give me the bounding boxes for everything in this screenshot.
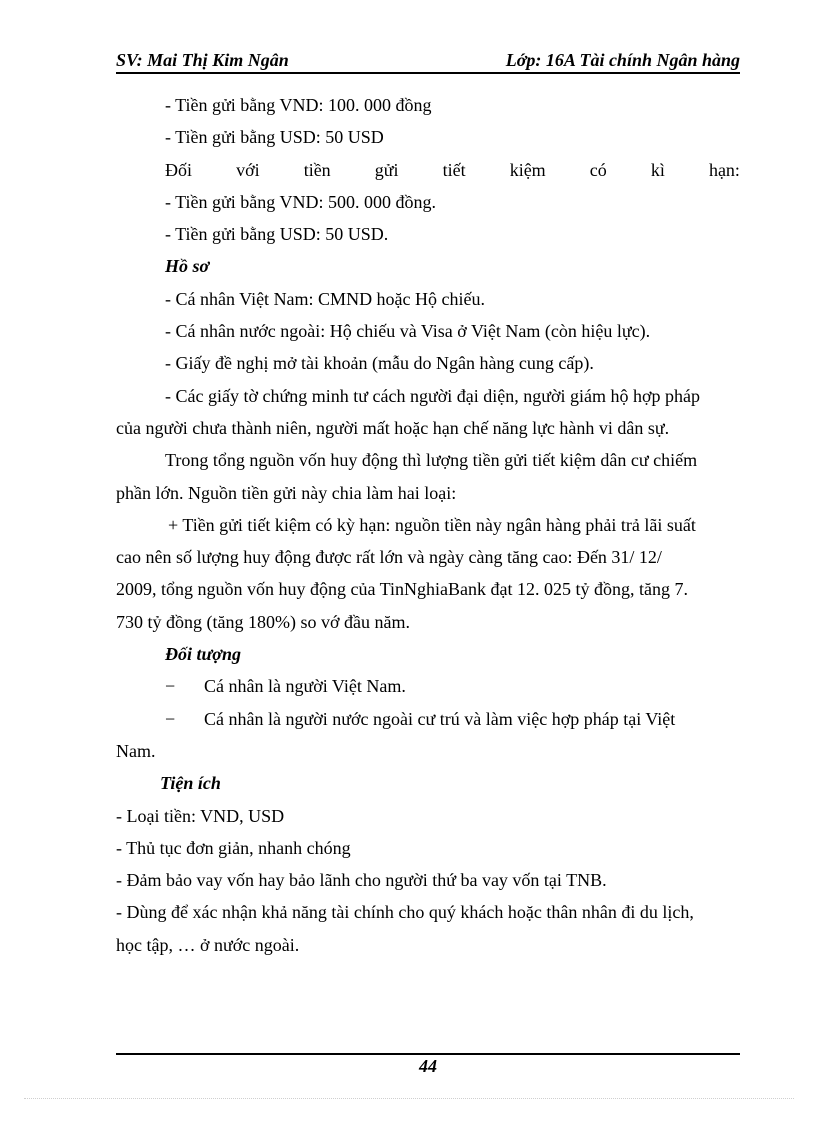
list-item-text: Cá nhân là người Việt Nam. [204,676,406,697]
text-line: - Cá nhân Việt Nam: CMND hoặc Hộ chiếu. [165,288,486,309]
text-line: 2009, tổng nguồn vốn huy động của TinNghiaBank đạt 12. 025 tỷ đồng, tăng 7. [116,579,688,600]
dash-list-item [116,670,740,702]
word: kì [650,159,665,180]
text-line: - Tiền gửi bằng VND: 500. 000 đồng. [165,191,436,212]
header-class-name: Lớp: 16A Tài chính Ngân hàng [505,50,740,70]
word: tiền [303,159,331,180]
list-item-text: Cá nhân là người nước ngoài cư trú và làm việc hợp pháp tại Việt [204,708,676,729]
justified-line [116,154,740,186]
text-line: - Thủ tục đơn giản, nhanh chóng [116,837,351,858]
text-line: cao nên số lượng huy động được rất lớn và ngày càng tăng cao: Đến 31/ 12/ [116,547,662,568]
text-line: - Giấy đề nghị mở tài khoản (mẫu do Ngân hàng cung cấp). [165,353,594,374]
word: gửi [374,159,399,180]
text-line: 730 tỷ đồng (tăng 180%) so vớ đầu năm. [116,611,410,632]
text-line: - Tiền gửi bằng VND: 100. 000 đồng [165,95,432,115]
text-line: - Tiền gửi bằng USD: 50 USD [165,127,384,148]
text-line: - Cá nhân nước ngoài: Hộ chiếu và Visa ở Việt Nam (còn hiệu lực). [165,321,651,342]
text-line: của người chưa thành niên, người mất hoặc hạn chế năng lực hành vi dân sự. [116,417,670,438]
section-heading-ho-so: Hồ sơ [165,256,210,277]
section-heading-doi-tuong: Đối tượng [165,644,241,665]
text-line: học tập, … ở nước ngoài. [116,934,300,955]
text-line: - Tiền gửi bằng USD: 50 USD. [165,224,389,245]
dash-bullet: − [165,676,176,697]
text-line: - Các giấy tờ chứng minh tư cách người đại diện, người giám hộ hợp pháp [165,385,700,406]
page-number: 44 [419,1056,437,1076]
dash-bullet: − [165,708,176,729]
word: hạn: [708,159,740,180]
word: với [236,159,260,180]
text-line: + Tiền gửi tiết kiệm có kỳ hạn: nguồn tiền này ngân hàng phải trả lãi suất [168,514,696,535]
word: tiết [442,159,466,180]
page-header [116,49,740,71]
dash-list-item [116,703,740,735]
text-line: - Loại tiền: VND, USD [116,805,285,826]
header-rule [116,72,740,74]
text-line: Nam. [116,740,156,761]
text-line: Trong tổng nguồn vốn huy động thì lượng tiền gửi tiết kiệm dân cư chiếm [165,450,698,471]
page-edge-dotted-line [24,1098,794,1099]
page-body [116,89,740,961]
text-line: - Dùng để xác nhận khả năng tài chính cho quý khách hoặc thân nhân đi du lịch, [116,902,694,923]
word: kiệm [509,159,546,180]
header-student-name: SV: Mai Thị Kim Ngân [116,50,289,70]
text-line: - Đảm bảo vay vốn hay bảo lãnh cho người thứ ba vay vốn tại TNB. [116,870,607,891]
text-line: phần lớn. Nguồn tiền gửi này chia làm hai loại: [116,482,457,503]
section-heading-tien-ich: Tiện ích [160,773,221,794]
word: có [589,159,607,180]
word: Đối [165,159,192,180]
